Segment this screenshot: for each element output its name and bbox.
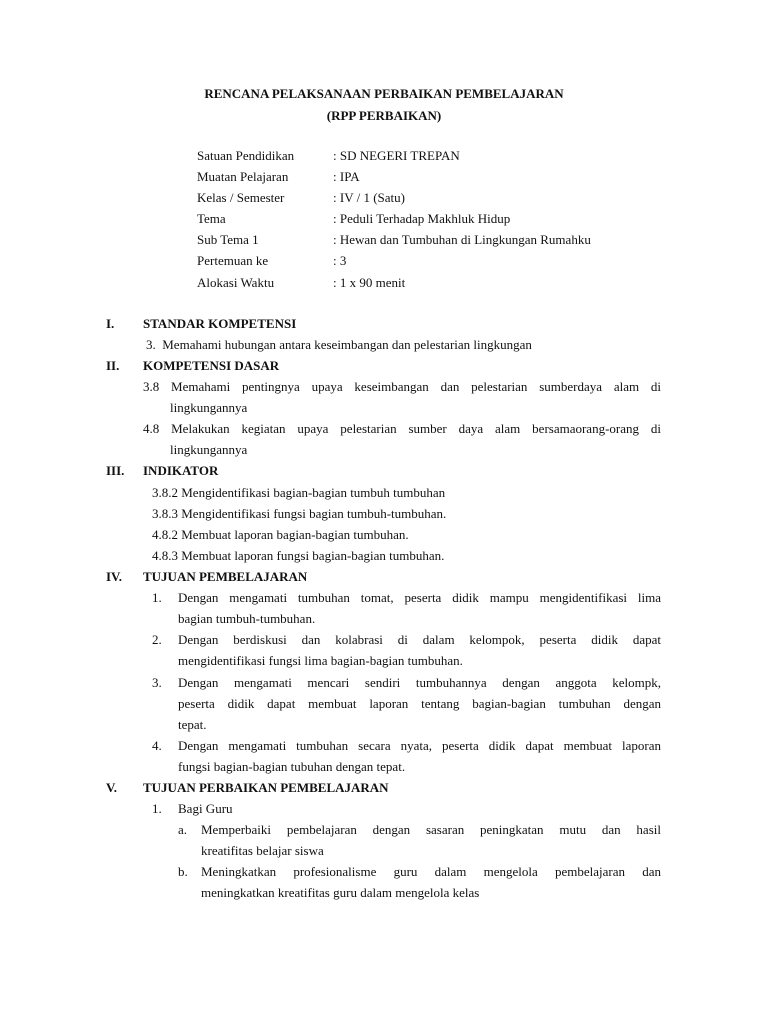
standar-kompetensi-item: 3. Memahami hubungan antara keseimbangan dan pelestarian lingkungan <box>146 337 532 352</box>
identity-label: Tema <box>197 211 226 226</box>
section-heading: TUJUAN PEMBELAJARAN <box>143 569 308 584</box>
perbaikan-subitem-letter: a. <box>178 822 188 837</box>
tujuan-text: Dengan mengamati tumbuhan secara nyata, peserta didik dapat membuat laporan <box>178 738 661 753</box>
identity-value: : SD NEGERI TREPAN <box>333 148 460 163</box>
tujuan-text: Dengan mengamati tumbuhan tomat, peserta didik mampu mengidentifikasi lima <box>178 590 661 605</box>
perbaikan-subitem-text: Memperbaiki pembelajaran dengan sasaran peningkatan mutu dan hasil <box>201 822 661 837</box>
tujuan-text: tepat. <box>178 717 207 732</box>
tujuan-number: 3. <box>152 675 162 690</box>
tujuan-text: peserta didik dapat membuat laporan tentang bagian-bagian tumbuhan dengan <box>178 696 661 711</box>
section-heading: KOMPETENSI DASAR <box>143 358 280 373</box>
tujuan-number: 1. <box>152 590 162 605</box>
kompetensi-dasar-continuation: lingkungannya <box>170 442 248 457</box>
perbaikan-number: 1. <box>152 801 162 816</box>
tujuan-text: fungsi bagian-bagian tubuhan dengan tepat. <box>178 759 406 774</box>
section-number: III. <box>106 463 125 478</box>
identity-label: Kelas / Semester <box>197 190 285 205</box>
indikator-item: 3.8.3 Mengidentifikasi fungsi bagian tumbuh-tumbuhan. <box>152 506 447 521</box>
identity-label: Satuan Pendidikan <box>197 148 295 163</box>
document-subtitle: (RPP PERBAIKAN) <box>326 108 442 123</box>
section-number: II. <box>106 358 120 373</box>
identity-value: : 3 <box>333 253 347 268</box>
indikator-item: 4.8.3 Membuat laporan fungsi bagian-bagian tumbuhan. <box>152 548 445 563</box>
identity-value: : IV / 1 (Satu) <box>333 190 405 205</box>
perbaikan-subitem-text: kreatifitas belajar siswa <box>201 843 324 858</box>
tujuan-number: 4. <box>152 738 162 753</box>
perbaikan-label: Bagi Guru <box>178 801 233 816</box>
identity-value: : 1 x 90 menit <box>333 275 406 290</box>
tujuan-text: mengidentifikasi fungsi lima bagian-bagian tumbuhan. <box>178 653 463 668</box>
perbaikan-subitem-text: meningkatkan kreatifitas guru dalam mengelola kelas <box>201 885 480 900</box>
identity-label: Muatan Pelajaran <box>197 169 289 184</box>
identity-label: Alokasi Waktu <box>197 275 275 290</box>
tujuan-number: 2. <box>152 632 162 647</box>
section-number: IV. <box>106 569 123 584</box>
identity-label: Sub Tema 1 <box>197 232 259 247</box>
indikator-item: 4.8.2 Membuat laporan bagian-bagian tumbuhan. <box>152 527 409 542</box>
identity-value: : Peduli Terhadap Makhluk Hidup <box>333 211 511 226</box>
indikator-item: 3.8.2 Mengidentifikasi bagian-bagian tumbuh tumbuhan <box>152 485 446 500</box>
identity-label: Pertemuan ke <box>197 253 269 268</box>
identity-value: : IPA <box>333 169 360 184</box>
section-heading: INDIKATOR <box>143 463 219 478</box>
section-heading: STANDAR KOMPETENSI <box>143 316 297 331</box>
perbaikan-subitem-text: Meningkatkan profesionalisme guru dalam mengelola pembelajaran dan <box>201 864 661 879</box>
identity-value: : Hewan dan Tumbuhan di Lingkungan Rumahku <box>333 232 591 247</box>
kompetensi-dasar-item: 4.8 Melakukan kegiatan upaya pelestarian sumber daya alam bersamaorang-orang di <box>143 421 661 436</box>
kompetensi-dasar-item: 3.8 Memahami pentingnya upaya keseimbangan dan pelestarian sumberdaya alam di <box>143 379 661 394</box>
tujuan-text: Dengan mengamati mencari sendiri tumbuhannya dengan anggota kelompk, <box>178 675 661 690</box>
section-number: I. <box>106 316 115 331</box>
section-heading: TUJUAN PERBAIKAN PEMBELAJARAN <box>143 780 389 795</box>
kompetensi-dasar-continuation: lingkungannya <box>170 400 248 415</box>
section-number: V. <box>106 780 117 795</box>
document-title: RENCANA PELAKSANAAN PERBAIKAN PEMBELAJARAN <box>204 86 564 101</box>
perbaikan-subitem-letter: b. <box>178 864 188 879</box>
tujuan-text: Dengan berdiskusi dan kolabrasi di dalam kelompok, peserta didik dapat <box>178 632 661 647</box>
tujuan-text: bagian tumbuh-tumbuhan. <box>178 611 316 626</box>
